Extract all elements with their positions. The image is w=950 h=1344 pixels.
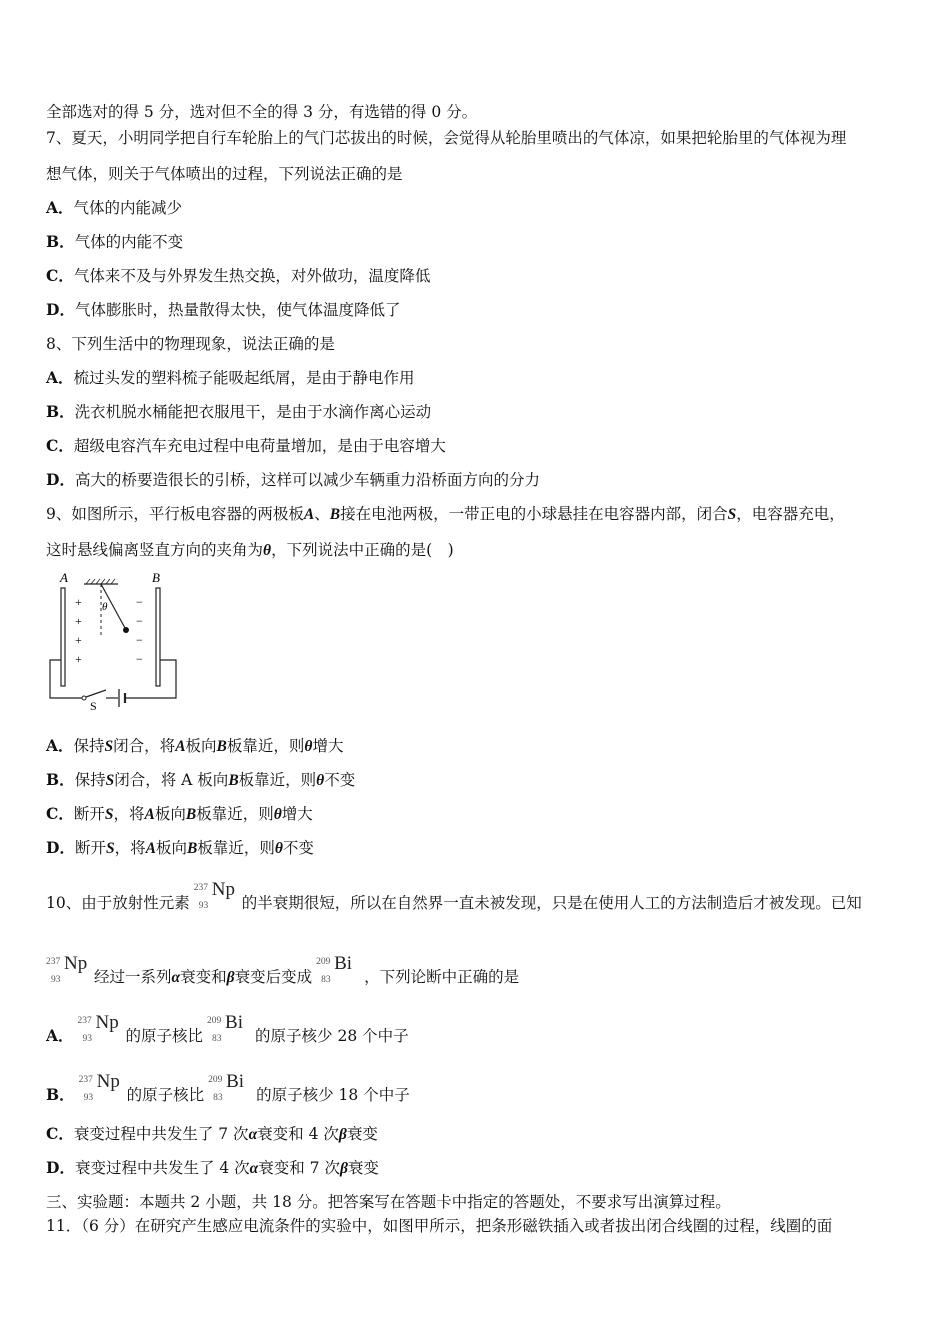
atomic-number: 93 — [82, 1034, 93, 1044]
option-label: B． — [46, 770, 75, 789]
option-label: A． — [46, 368, 74, 387]
option-text: 气体的内能减少 — [73, 199, 183, 217]
mass-number: 237 — [193, 883, 208, 893]
q9-text: ，下列说法中正确的是( ) — [271, 541, 454, 559]
switch-contact — [82, 696, 86, 700]
option-text: 增大 — [312, 737, 344, 755]
q9-var-theta: θ — [263, 542, 272, 559]
circuit-wire-right — [126, 660, 176, 698]
option-text: 增大 — [281, 805, 313, 823]
var-theta: θ — [274, 840, 283, 857]
option-text: 板向 — [185, 737, 217, 755]
capacitor-circuit-figure — [40, 566, 190, 714]
option-text: 衰变和 4 次 — [257, 1125, 339, 1143]
option-text: 的原子核比 — [126, 1086, 205, 1104]
nuclide-bi — [207, 1012, 251, 1047]
option-text: 衰变过程中共发生了 7 次 — [73, 1125, 249, 1143]
option-text: 板靠近，则 — [197, 839, 275, 857]
section-3-heading: 三、实验题：本题共 2 小题，共 18 分。把答案写在答题卡中指定的答题处，不要求写出演算过程。 — [46, 1193, 731, 1211]
option-text: 板向 — [155, 839, 187, 857]
switch-lever — [86, 690, 106, 697]
element-symbol: Np — [64, 953, 88, 974]
option-label: C． — [46, 1124, 74, 1143]
q9-option-c — [46, 804, 313, 825]
plus-sign: + — [75, 614, 82, 628]
q7-stem-line-2: 想气体，则关于气体喷出的过程，下列说法正确的是 — [46, 165, 403, 183]
alpha-symbol: α — [248, 1126, 258, 1143]
q8-stem: 8、下列生活中的物理现象，说法正确的是 — [46, 335, 335, 353]
q10-option-b — [46, 1071, 410, 1106]
option-text: 不变 — [282, 839, 314, 857]
option-text: 洗衣机脱水桶能把衣服甩干，是由于水滴作离心运动 — [74, 403, 432, 421]
option-text: 气体的内能不变 — [74, 233, 184, 251]
element-symbol: Np — [95, 1012, 119, 1033]
option-label: D． — [46, 300, 75, 319]
intro-line: 全部选对的得 5 分，选对但不全的得 3 分，有选错的得 0 分。 — [46, 103, 478, 121]
q9-text: 9、如图所示，平行板电容器的两极板 — [46, 505, 304, 523]
q10-text: 经过一系列 — [94, 968, 172, 986]
option-label: C． — [46, 804, 74, 823]
option-text: 的原子核少 18 个中子 — [256, 1086, 410, 1104]
q9-stem-line-2 — [46, 540, 454, 561]
option-text: 衰变和 7 次 — [258, 1159, 340, 1177]
q9-var-a: A — [303, 506, 315, 523]
var-theta: θ — [316, 772, 325, 789]
nuclide-bi — [208, 1071, 252, 1106]
option-text: 保持 — [73, 737, 105, 755]
mass-number: 237 — [46, 957, 61, 967]
q8-option-a — [46, 368, 415, 388]
option-label: B． — [46, 402, 75, 421]
option-text: 板靠近，则 — [238, 771, 317, 789]
q7-stem-line-1: 7、夏天，小明同学把自行车轮胎上的气门芯拔出的时候，会觉得从轮胎里喷出的气体凉，如果把轮胎里的气体视为理 — [46, 129, 847, 147]
element-symbol: Bi — [334, 953, 353, 974]
var-a: A — [144, 806, 155, 823]
mass-number: 237 — [78, 1075, 93, 1085]
var-b: B — [228, 772, 239, 789]
plate-b — [156, 588, 160, 686]
q10-stem-line-2 — [46, 953, 520, 988]
option-text: 的原子核少 28 个中子 — [255, 1027, 409, 1045]
ceiling-hatch — [86, 579, 115, 584]
atomic-number: 83 — [213, 1093, 223, 1103]
q7-option-d — [46, 300, 400, 320]
element-symbol: Np — [96, 1071, 120, 1092]
var-a: A — [145, 840, 156, 857]
q10-option-a — [46, 1012, 409, 1047]
q11-stem: 11．（6 分）在研究产生感应电流条件的实验中，如图甲所示，把条形磁铁插入或者拔出闭合线圈的过程，线圈的面 — [46, 1217, 833, 1235]
minus-sign: − — [136, 633, 143, 647]
option-text: 板靠近，则 — [226, 737, 305, 755]
option-label: D． — [46, 470, 75, 489]
option-label: A． — [46, 736, 74, 755]
plus-sign: + — [75, 595, 82, 609]
atomic-number: 93 — [83, 1093, 94, 1103]
option-text: 的原子核比 — [125, 1027, 204, 1045]
var-b: B — [185, 806, 197, 823]
charged-ball — [123, 627, 129, 633]
option-text: 高大的桥要造很长的引桥，这样可以减少车辆重力沿桥面方向的分力 — [74, 471, 540, 489]
element-symbol: Bi — [226, 1071, 245, 1092]
plus-sign: + — [75, 652, 82, 666]
atomic-number: 93 — [198, 901, 209, 911]
mass-number: 209 — [316, 957, 331, 967]
var-theta: θ — [304, 738, 313, 755]
switch-label: S — [90, 699, 97, 713]
alpha-symbol: α — [249, 1160, 259, 1177]
option-label: B． — [46, 1085, 75, 1104]
option-label: A． — [46, 1026, 74, 1045]
option-label: C． — [46, 436, 74, 455]
var-s: S — [105, 840, 115, 857]
q9-stem-line-1 — [46, 504, 845, 525]
option-label: C． — [46, 266, 74, 285]
q7-option-a — [46, 198, 182, 218]
var-b: B — [186, 840, 198, 857]
option-text: 保持 — [74, 771, 106, 789]
q9-option-b — [46, 770, 355, 791]
option-text: 梳过头发的塑料梳子能吸起纸屑，是由于静电作用 — [73, 369, 415, 387]
option-label: B． — [46, 232, 75, 251]
option-label: D． — [46, 838, 75, 857]
minus-sign: − — [136, 614, 143, 628]
q10-text: 的半衰期很短，所以在自然界一直未被发现，只是在使用人工的方法制造后才被发现。已知 — [241, 894, 862, 912]
minus-sign: − — [136, 652, 143, 666]
nuclide-np — [46, 953, 90, 988]
mass-number: 237 — [77, 1016, 92, 1026]
q9-option-d — [46, 838, 314, 859]
atomic-number: 93 — [51, 975, 61, 985]
q9-text: 、 — [314, 505, 330, 523]
element-symbol: Np — [211, 879, 235, 900]
element-symbol: Bi — [225, 1012, 243, 1033]
q9-var-s: S — [727, 506, 737, 523]
option-text: 不变 — [324, 771, 356, 789]
q10-text: 10、由于放射性元素 — [46, 894, 190, 912]
option-text: 气体来不及与外界发生热交换，对外做功，温度降低 — [73, 267, 431, 285]
plate-a — [61, 588, 65, 686]
option-text: 断开 — [74, 839, 106, 857]
option-text: 衰变过程中共发生了 4 次 — [74, 1159, 250, 1177]
option-text: 断开 — [73, 805, 105, 823]
nuclide-np — [77, 1012, 122, 1047]
q9-text: ，电容器充电， — [736, 505, 845, 523]
plus-sign: + — [75, 633, 82, 647]
q10-stem-line-1 — [46, 879, 862, 914]
option-text: 超级电容汽车充电过程中电荷量增加，是由于电容增大 — [73, 437, 446, 455]
beta-symbol: β — [338, 1126, 347, 1143]
q9-text: 这时悬线偏离竖直方向的夹角为 — [46, 541, 264, 559]
beta-symbol: β — [339, 1160, 348, 1177]
q9-var-b: B — [329, 506, 341, 523]
q7-option-c — [46, 266, 430, 286]
alpha-symbol: α — [171, 969, 181, 986]
option-text: ，将 — [114, 839, 146, 857]
q10-option-d — [46, 1158, 379, 1179]
q8-option-c — [46, 436, 446, 456]
q10-text: ，下列论断中正确的是 — [364, 968, 520, 986]
q10-option-c — [46, 1124, 378, 1145]
option-text: ，将 — [113, 805, 145, 823]
option-text: 衰变 — [346, 1125, 378, 1143]
option-text: 闭合，将 — [113, 737, 176, 755]
var-theta: θ — [273, 806, 282, 823]
option-text: 气体膨胀时，热量散得太快，使气体温度降低了 — [74, 301, 401, 319]
q7-option-b — [46, 232, 183, 252]
atomic-number: 83 — [321, 975, 331, 985]
q8-option-d — [46, 470, 540, 490]
q10-text: 衰变和 — [180, 968, 227, 986]
nuclide-np — [193, 879, 238, 914]
option-text: 板靠近，则 — [196, 805, 274, 823]
var-s: S — [105, 772, 115, 789]
option-text: 衰变 — [347, 1159, 379, 1177]
option-label: A． — [46, 198, 74, 217]
theta-label: θ — [102, 601, 108, 613]
q9-option-a — [46, 736, 343, 757]
nuclide-np — [78, 1071, 123, 1106]
var-b: B — [216, 738, 227, 755]
plate-a-label: A — [60, 570, 68, 585]
option-text: 板向 — [154, 805, 186, 823]
atomic-number: 83 — [212, 1034, 222, 1044]
option-text: 闭合，将 A 板向 — [114, 771, 229, 789]
var-s: S — [104, 806, 114, 823]
plate-b-label: B — [152, 570, 160, 585]
var-s: S — [104, 738, 114, 755]
q8-option-b — [46, 402, 431, 422]
var-a: A — [175, 738, 186, 755]
beta-symbol: β — [226, 969, 235, 986]
q10-text: 衰变后变成 — [234, 968, 313, 986]
option-label: D． — [46, 1158, 75, 1177]
q9-text: 接在电池两极，一带正电的小球悬挂在电容器内部，闭合 — [340, 505, 728, 523]
nuclide-bi — [316, 953, 360, 988]
mass-number: 209 — [207, 1016, 222, 1026]
mass-number: 209 — [208, 1075, 223, 1085]
minus-sign: − — [136, 595, 143, 609]
